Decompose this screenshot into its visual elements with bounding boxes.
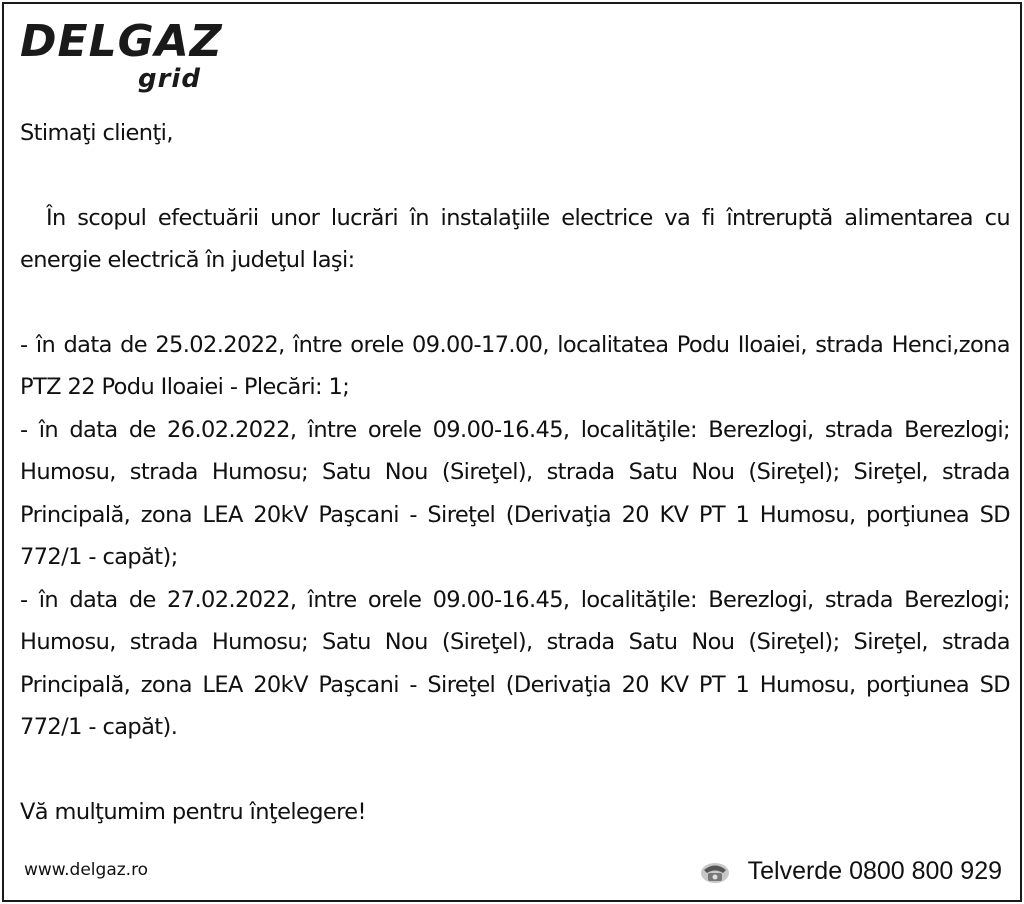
outage-item-3: - în data de 27.02.2022, între orele 09.00-16.45, localităţile: Berezlogi, strada Berezlogi; Humosu, strada Humosu; Satu Nou (Sireţel), strada Satu Nou (Sireţel); Sireţel, strada Principală, zona LEA 20kV Paşcani - Sireţel (Derivaţia 20 KV PT 1 Humosu, porţiunea SD 772/1 - capăt). xyxy=(20,586,1010,740)
greeting: Stimaţi clienţi, xyxy=(20,120,173,146)
logo-sub: grid xyxy=(138,64,201,94)
closing-text: Vă mulţumim pentru înţelegere! xyxy=(20,798,366,825)
outage-item-1: - în data de 25.02.2022, între orele 09.00-17.00, localitatea Podu Iloaiei, strada Henci,zona PTZ 22 Podu Iloaiei - Plecări: 1; xyxy=(20,331,1010,400)
delgaz-logo xyxy=(20,16,223,98)
footer-phone xyxy=(700,857,1002,886)
phone-number: Telverde 0800 800 929 xyxy=(747,857,1002,885)
telephone-icon xyxy=(700,860,730,884)
website-link[interactable]: www.delgaz.ro xyxy=(24,860,149,880)
notice-body xyxy=(20,112,1010,833)
notice-frame xyxy=(2,2,1022,902)
logo-brand: DELGAZ xyxy=(20,16,223,67)
outage-item-2: - în data de 26.02.2022, între orele 09.00-16.45, localităţile: Berezlogi, strada Berezlogi; Humosu, strada Humosu; Satu Nou (Sireţel), strada Satu Nou (Sireţel); Sireţel, strada Principală, zona LEA 20kV Paşcani - Sireţel (Derivaţia 20 KV PT 1 Humosu, porţiunea SD 772/1 - capăt); xyxy=(20,416,1010,570)
intro-paragraph: În scopul efectuării unor lucrări în instalaţiile electrice va fi întreruptă alimentarea cu energie electrică în judeţul Iaşi: xyxy=(20,204,1010,273)
